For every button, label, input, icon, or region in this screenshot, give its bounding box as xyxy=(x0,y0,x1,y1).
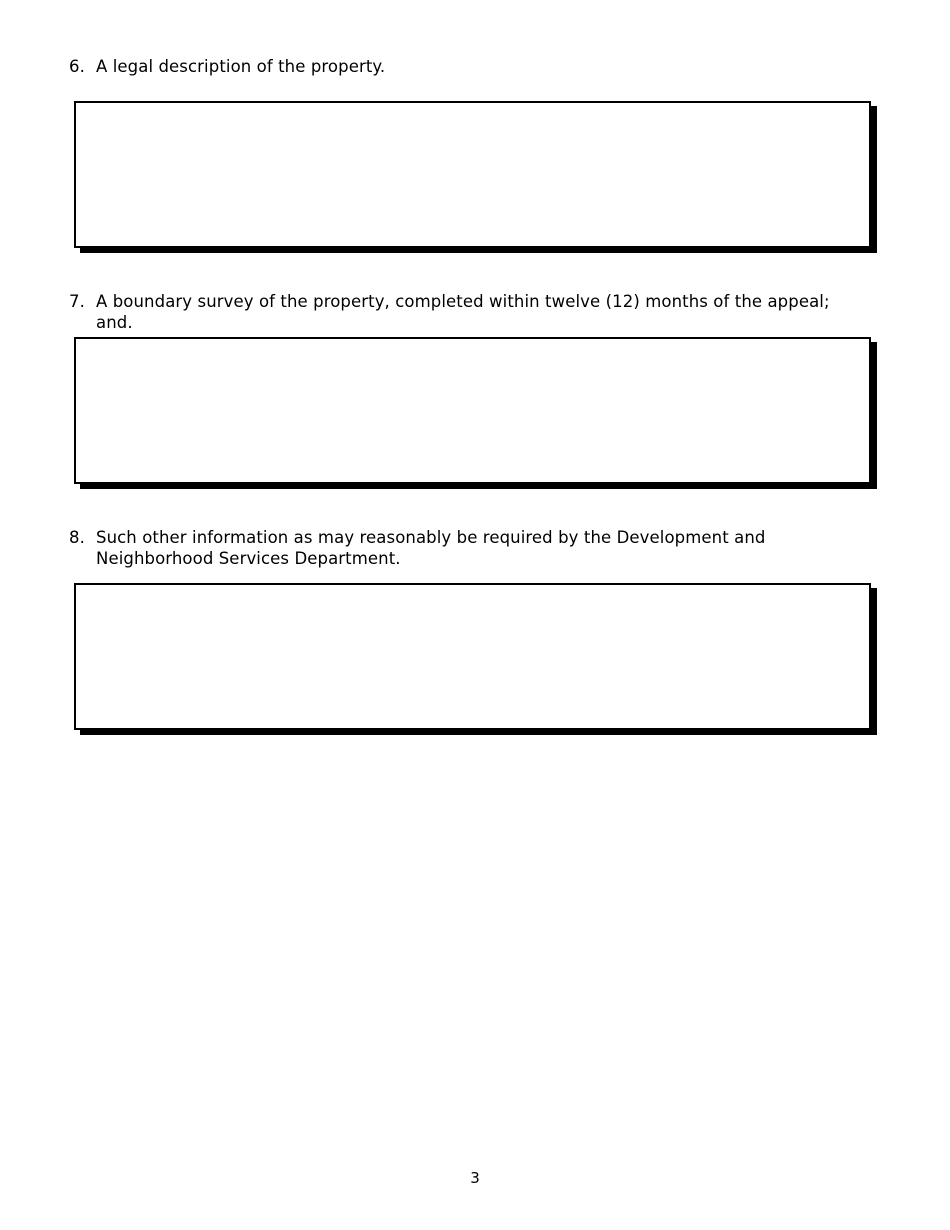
item-7 xyxy=(69,291,869,333)
item-6-text: A legal description of the property. xyxy=(96,57,386,76)
item-8-answer-box[interactable] xyxy=(74,583,871,730)
item-8-text-line-2: Neighborhood Services Department. xyxy=(96,549,401,568)
item-7-text: A boundary survey of the property, completed within twelve (12) months of the appeal; and. xyxy=(96,292,830,332)
item-6-number: 6. xyxy=(69,57,85,76)
item-8 xyxy=(69,527,869,569)
item-7-number: 7. xyxy=(69,292,85,311)
item-8-text-line-1: Such other information as may reasonably be required by the Development and xyxy=(96,528,766,547)
item-6-answer-box[interactable] xyxy=(74,101,871,248)
item-7-answer-box[interactable] xyxy=(74,337,871,484)
item-8-number: 8. xyxy=(69,528,85,547)
item-6 xyxy=(69,56,869,77)
page-number: 3 xyxy=(470,1169,480,1187)
